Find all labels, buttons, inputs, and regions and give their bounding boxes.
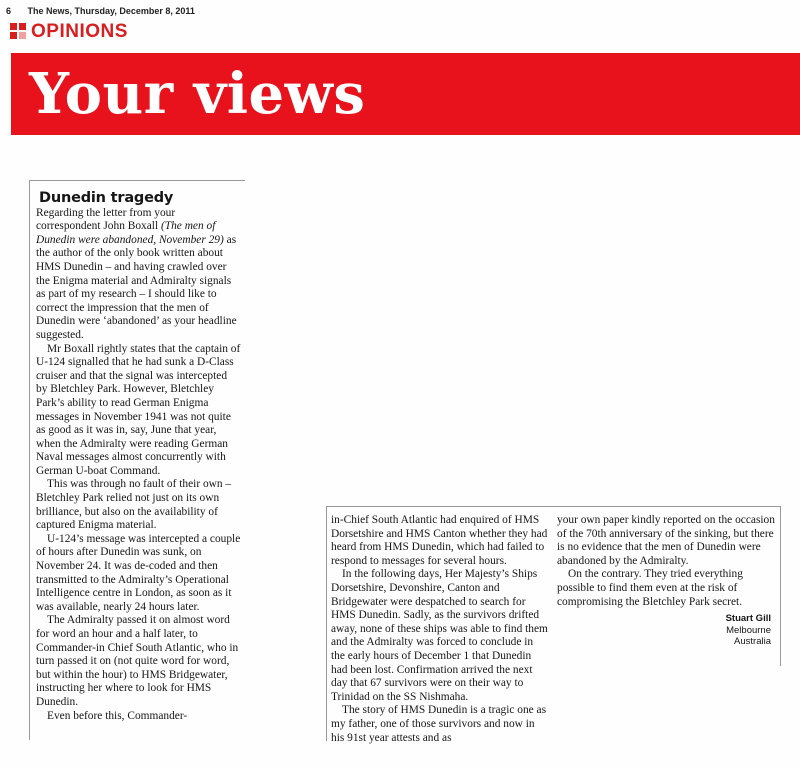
signature-city: Melbourne	[726, 624, 771, 636]
article-paragraph: The story of HMS Dunedin is a tragic one as my father, one of those survivors and now in his 91st year attests and as	[331, 704, 547, 744]
article-column-1	[36, 192, 241, 723]
column-rule-left	[29, 180, 30, 740]
article-paragraph: This was through no fault of their own – Bletchley Park relied not just on its own brilliance, but also on the availability of captured Enigma material.	[36, 478, 232, 532]
column-rule-top-right	[326, 506, 780, 507]
article-paragraph: in-Chief South Atlantic had enquired of HMS Dorsetshire and HMS Canton whether they had heard from HMS Dunedin, which had failed to respond to messages for several hours.	[331, 514, 548, 567]
letter-signature	[557, 613, 775, 648]
article-paragraph: Even before this, Commander-	[47, 709, 188, 722]
page-number: 6	[6, 6, 12, 16]
date-line: The News, Thursday, December 8, 2011	[27, 6, 195, 16]
article-column-2	[331, 514, 549, 745]
section-label: OPINIONS	[31, 21, 128, 42]
article-paragraph: In the following days, Her Majesty’s Ships Dorsetshire, Devonshire, Canton and Bridgewater were despatched to search for HMS Dunedin. Sadly, as the survivors drifted away, none of these ships was able to find them and the Admiralty was forced to conclude in the early hours of December 1 that Dunedin had been lost. Confirmation arrived the next day that 67 survivors were on their way to Trinidad on the SS Nishmaha.	[331, 568, 548, 703]
section-banner	[11, 53, 800, 135]
article-paragraph: U-124’s message was intercepted a couple of hours after Dunedin was sunk, on November 24. It was de-coded and then transmitted to the Admiralty’s Operational Intelligence centre in London, as soon as it was available, nearly 24 hours later.	[36, 532, 241, 613]
article-paragraph: your own paper kindly reported on the occasion of the 70th anniversary of the sinking, but there is no evidence that the men of Dunedin were abandoned by the Admiralty.	[557, 514, 775, 567]
signature-name: Stuart Gill	[725, 613, 771, 625]
signature-country: Australia	[734, 636, 771, 648]
article-paragraph: The Admiralty passed it on almost word for word an hour and a half later, to Commander-in Chief South Atlantic, who in turn passed it on (not quite word for word, but within the hour) to HMS Bridgewater, instructing her where to look for HMS Dunedin.	[36, 614, 239, 708]
article-column-3	[557, 514, 775, 648]
section-logo-icon	[10, 23, 28, 41]
article-paragraph: On the contrary. They tried everything possible to find them even at the risk of compromising the Bletchley Park secret.	[557, 568, 743, 608]
column-rule-middle	[326, 506, 327, 741]
article-paragraph: Regarding the letter from your correspondent John Boxall (The men of Dunedin were abandoned, November 29) as the author of the only book written about HMS Dunedin – and having crawled over the Enigma material and Admiralty signals as part of my research – I should like to correct the impression that the men of Dunedin were ‘abandoned’ as your headline suggested.	[36, 206, 237, 341]
article-headline: Dunedin tragedy	[39, 190, 174, 206]
banner-title: Your views	[29, 61, 366, 127]
masthead-line	[6, 6, 195, 16]
column-rule-right	[780, 506, 781, 666]
section-header	[10, 21, 128, 43]
article-paragraph: Mr Boxall rightly states that the captain of U-124 signalled that he had sunk a D-Class cruiser and that the signal was intercepted by Bletchley Park. However, Bletchley Park’s ability to read German Enigma messages in November 1941 was not quite as good as it was in, say, June that year, when the Admiralty were reading German Naval messages almost concurrently with German U-boat Command.	[36, 342, 241, 477]
column-rule-top	[29, 180, 245, 181]
